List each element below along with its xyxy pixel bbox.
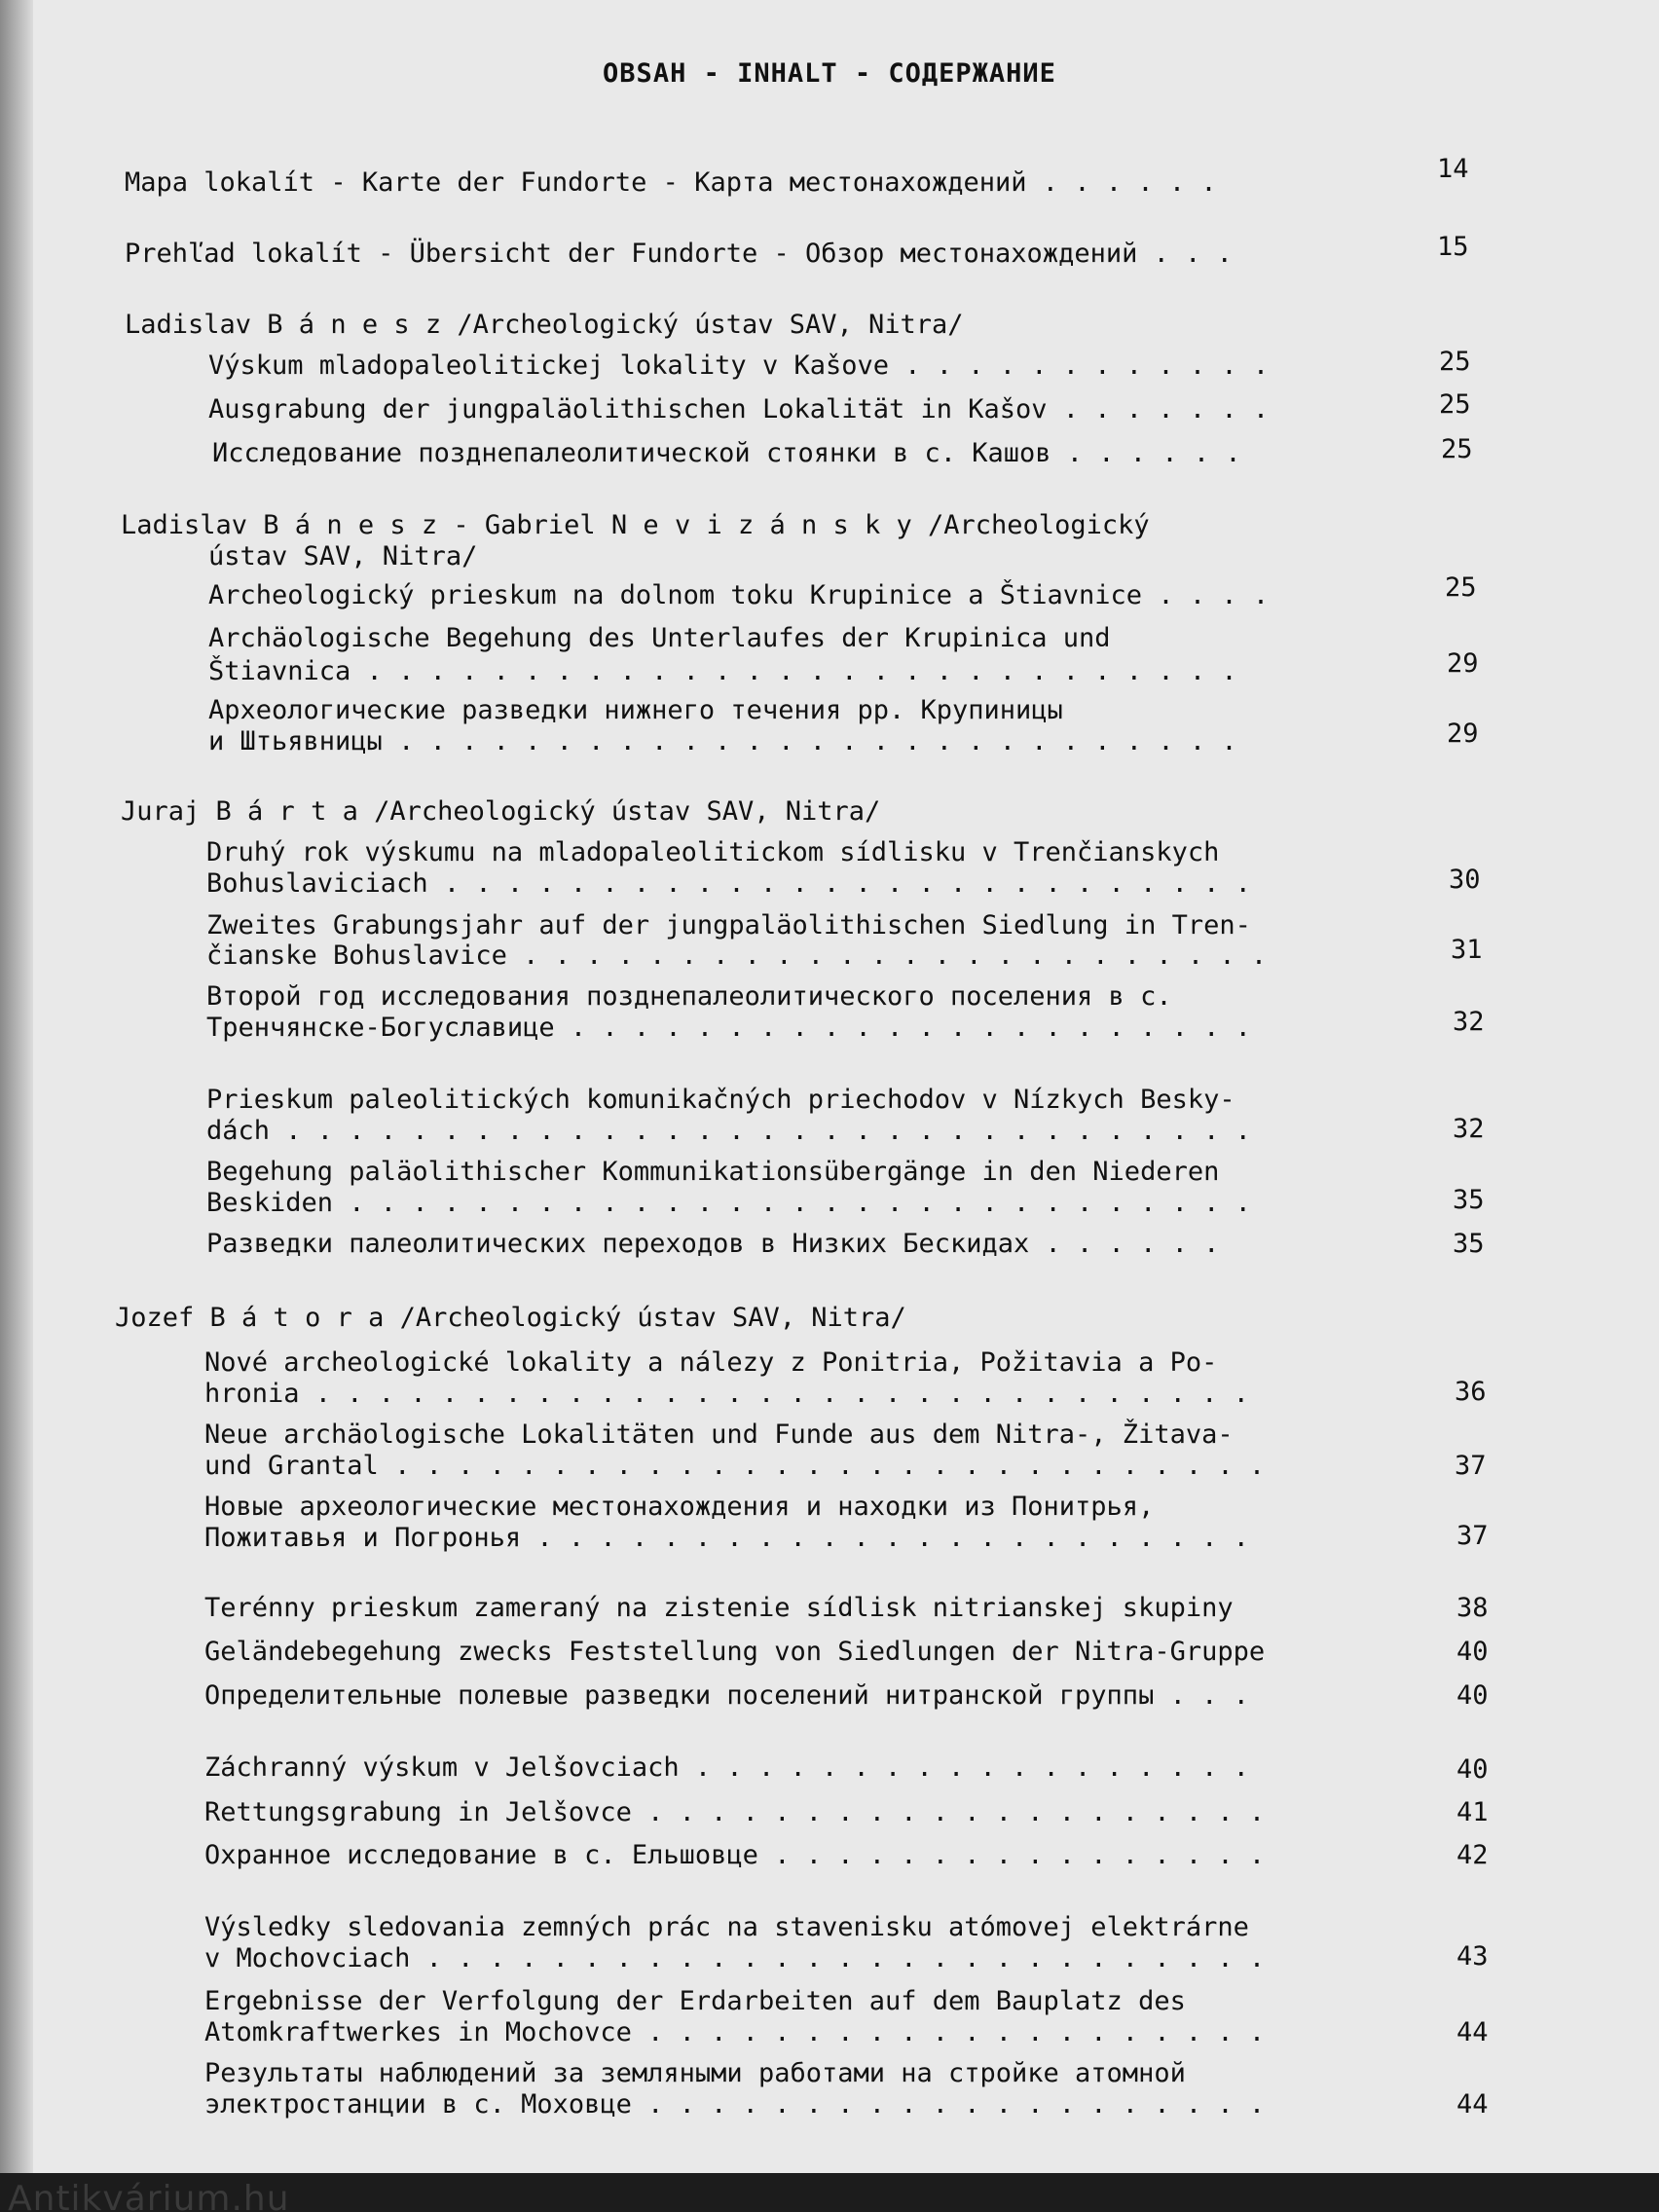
toc-page-number: 40 xyxy=(1456,1637,1489,1667)
toc-page-number: 32 xyxy=(1453,1007,1485,1037)
toc-entry-line: Bohuslaviciach . . . . . . . . . . . . . . . . . . . . . . . . . . xyxy=(206,868,1251,899)
toc-page-number: 36 xyxy=(1455,1377,1487,1407)
toc-entry-line: и Штьявницы . . . . . . . . . . . . . . . . . . . . . . . . . . . xyxy=(208,726,1237,756)
toc-entry-line: Второй год исследования позднепалеолитического поселения в с. xyxy=(206,981,1172,1012)
toc-page-number: 15 xyxy=(1437,232,1469,262)
toc-entry-line: электростанции в с. Моховце . . . . . . . . . . . . . . . . . . . . xyxy=(204,2089,1266,2120)
toc-entry-line: Geländebegehung zwecks Feststellung von Siedlungen der Nitra-Gruppe xyxy=(204,1637,1266,1667)
author-heading: ústav SAV, Nitra/ xyxy=(208,541,478,571)
watermark: Antikvárium.hu xyxy=(8,2179,290,2212)
toc-entry-line: Zweites Grabungsjahr auf der jungpaläolithischen Siedlung in Tren- xyxy=(206,910,1251,940)
toc-entry-line: Пожитавья и Погронья . . . . . . . . . . . . . . . . . . . . . . . xyxy=(204,1523,1249,1553)
author-heading: Ladislav B á n e s z - Gabriel N e v i z á n s k y /Archeologický xyxy=(121,510,1150,540)
toc-page-number: 37 xyxy=(1456,1521,1489,1551)
toc-page-number: 43 xyxy=(1456,1941,1489,1972)
page-title: OBSAH - INHALT - СОДЕРЖАНИЕ xyxy=(603,58,1056,89)
author-heading: Juraj B á r t a /Archeologický ústav SAV, Nitra/ xyxy=(121,796,881,827)
author-heading: Ladislav B á n e s z /Archeologický ústav SAV, Nitra/ xyxy=(125,310,964,340)
toc-entry-line: Nové archeologické lokality a nálezy z Ponitria, Požitavia a Po- xyxy=(204,1347,1218,1378)
toc-page-number: 32 xyxy=(1453,1114,1485,1144)
toc-entry-line: Mapa lokalít - Karte der Fundorte - Карта местонахождений . . . . . . xyxy=(125,167,1217,198)
toc-entry-line: Druhý rok výskumu na mladopaleolitickom sídlisku v Trenčianskych xyxy=(206,837,1220,867)
toc-entry-line: Záchranný výskum v Jelšovciach . . . . . . . . . . . . . . . . . . xyxy=(204,1752,1249,1783)
toc-entry-line: hronia . . . . . . . . . . . . . . . . . . . . . . . . . . . . . . xyxy=(204,1379,1249,1409)
toc-entry-line: Výsledky sledovania zemných prác na stavenisku atómovej elektrárne xyxy=(204,1912,1249,1942)
toc-entry-line: Archäologische Begehung des Unterlaufes der Krupinica und xyxy=(208,623,1111,653)
toc-entry-line: Разведки палеолитических переходов в Низких Бескидах . . . . . . xyxy=(206,1229,1220,1259)
toc-page-number: 25 xyxy=(1441,434,1473,464)
toc-entry-line: Ergebnisse der Verfolgung der Erdarbeiten auf dem Bauplatz des xyxy=(204,1986,1186,2016)
toc-entry-line: Terénny prieskum zameraný na zistenie sídlisk nitrianskej skupiny xyxy=(204,1593,1234,1623)
toc-entry-line: Охранное исследование в с. Ельшовце . . . . . . . . . . . . . . . . xyxy=(204,1840,1266,1870)
toc-entry-line: Prieskum paleolitických komunikačných priechodov v Nízkych Besky- xyxy=(206,1085,1235,1115)
toc-page-number: 35 xyxy=(1453,1229,1485,1259)
author-heading: Jozef B á t o r a /Archeologický ústav SAV, Nitra/ xyxy=(115,1303,906,1333)
toc-entry-line: Begehung paläolithischer Kommunikationsübergänge in den Niederen xyxy=(206,1157,1220,1187)
toc-entry-line: Новые археологические местонахождения и находки из Понитрья, xyxy=(204,1492,1155,1522)
toc-entry-line: v Mochovciach . . . . . . . . . . . . . . . . . . . . . . . . . . . xyxy=(204,1943,1266,1973)
toc-page-number: 40 xyxy=(1456,1754,1489,1785)
toc-entry-line: Archeologický prieskum na dolnom toku Krupinice a Štiavnice . . . . xyxy=(208,580,1270,610)
toc-page-number: 35 xyxy=(1453,1185,1485,1215)
toc-entry-line: Prehľad lokalít - Übersicht der Fundorte - Обзор местонахождений . . . xyxy=(125,239,1233,269)
toc-entry-line: Результаты наблюдений за земляными работами на стройке атомной xyxy=(204,2058,1186,2088)
toc-entry-line: Neue archäologische Lokalitäten und Funde aus dem Nitra-, Žitava- xyxy=(204,1419,1234,1450)
toc-page-number: 38 xyxy=(1456,1593,1489,1623)
toc-entry-line: und Grantal . . . . . . . . . . . . . . . . . . . . . . . . . . . . xyxy=(204,1451,1266,1481)
toc-page-number: 40 xyxy=(1456,1680,1489,1711)
toc-page-number: 25 xyxy=(1439,347,1471,377)
toc-page-number: 14 xyxy=(1437,154,1469,184)
toc-page-number: 25 xyxy=(1439,389,1471,420)
toc-entry-line: Rettungsgrabung in Jelšovce . . . . . . . . . . . . . . . . . . . . xyxy=(204,1797,1266,1827)
toc-entry-line: čianske Bohuslavice . . . . . . . . . . . . . . . . . . . . . . . . xyxy=(206,940,1268,971)
toc-entry-line: Ausgrabung der jungpaläolithischen Lokalität in Kašov . . . . . . . xyxy=(208,394,1270,424)
page-edge-shadow xyxy=(0,0,33,2212)
toc-page-number: 31 xyxy=(1451,935,1483,965)
toc-page-number: 37 xyxy=(1455,1451,1487,1481)
toc-entry-line: Atomkraftwerkes in Mochovce . . . . . . . . . . . . . . . . . . . . xyxy=(204,2017,1266,2047)
toc-page-number: 41 xyxy=(1456,1797,1489,1827)
toc-entry-line: Štiavnica . . . . . . . . . . . . . . . . . . . . . . . . . . . . xyxy=(208,656,1237,686)
toc-page-number: 44 xyxy=(1456,2017,1489,2047)
toc-page-number: 30 xyxy=(1449,865,1481,895)
toc-entry-line: Výskum mladopaleolitickej lokality v Kašove . . . . . . . . . . . . xyxy=(208,350,1270,381)
toc-page-number: 42 xyxy=(1456,1840,1489,1870)
toc-entry-line: Определительные полевые разведки поселений нитранской группы . . . xyxy=(204,1680,1249,1711)
toc-entry-line: dách . . . . . . . . . . . . . . . . . . . . . . . . . . . . . . . xyxy=(206,1116,1251,1146)
toc-page-number: 29 xyxy=(1447,648,1479,679)
toc-entry-line: Тренчянске-Богуславице . . . . . . . . . . . . . . . . . . . . . . xyxy=(206,1013,1251,1043)
toc-entry-line: Beskiden . . . . . . . . . . . . . . . . . . . . . . . . . . . . . xyxy=(206,1188,1251,1218)
toc-page-number: 29 xyxy=(1447,719,1479,749)
toc-entry-line: Археологические разведки нижнего течения рр. Крупиницы xyxy=(208,695,1063,725)
toc-page-number: 44 xyxy=(1456,2089,1489,2120)
toc-entry-line: Исследование позднепалеолитической стоянки в с. Кашов . . . . . . xyxy=(212,438,1241,468)
toc-page-number: 25 xyxy=(1445,572,1477,603)
